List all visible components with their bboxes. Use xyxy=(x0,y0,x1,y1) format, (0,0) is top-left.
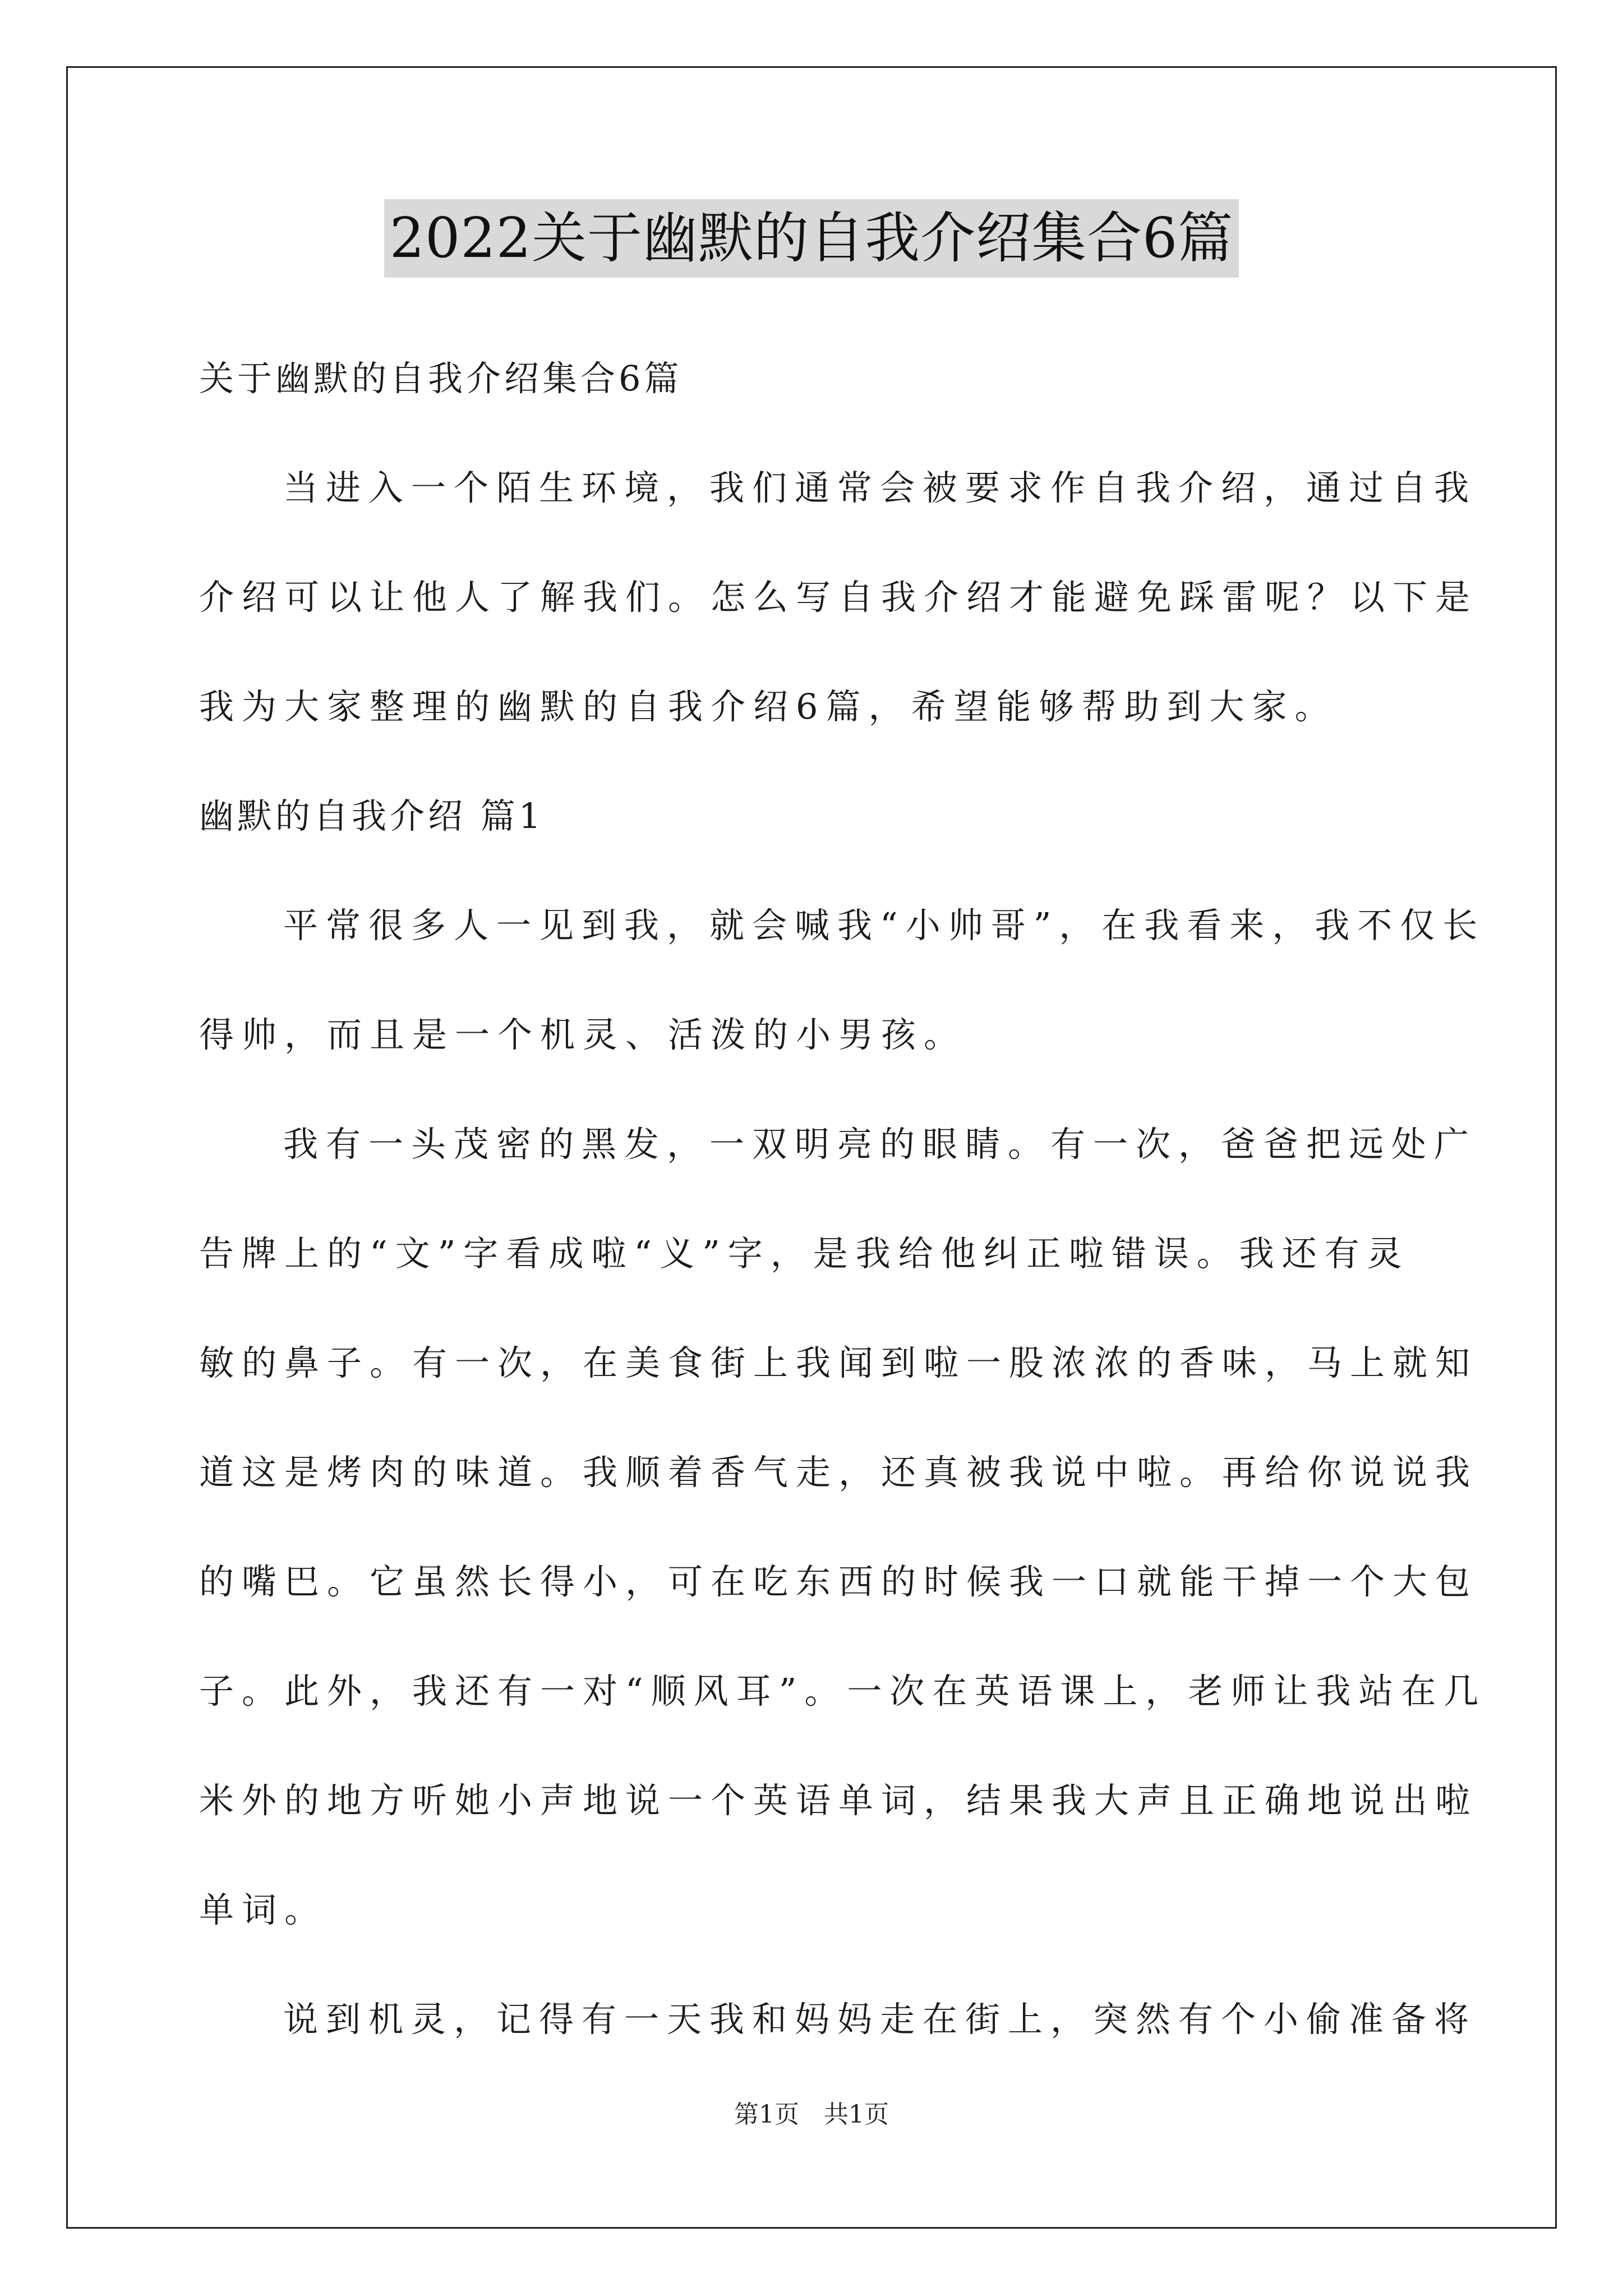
paragraph-line: 子。此外，我还有一对“顺风耳”。一次在英语课上，老师让我站在几 xyxy=(199,1671,1487,1711)
page-footer: 第1页 共1页 xyxy=(734,2100,889,2129)
paragraph-line: 介绍可以让他人了解我们。怎么写自我介绍才能避免踩雷呢？以下是 xyxy=(199,577,1478,618)
paragraph-line: 得帅，而且是一个机灵、活泼的小男孩。 xyxy=(199,1014,967,1055)
subtitle-line: 关于幽默的自我介绍集合6篇 xyxy=(199,358,683,399)
paragraph-line: 敏的鼻子。有一次，在美食街上我闻到啦一股浓浓的香味，马上就知 xyxy=(199,1342,1478,1383)
title-container xyxy=(0,199,1623,278)
paragraph-line: 单词。 xyxy=(199,1889,328,1930)
document-title: 2022关于幽默的自我介绍集合6篇 xyxy=(384,199,1239,278)
paragraph-line: 我为大家整理的幽默的自我介绍6篇，希望能够帮助到大家。 xyxy=(199,686,1338,727)
section-heading: 幽默的自我介绍 篇1 xyxy=(199,795,545,836)
paragraph-line: 我有一头茂密的黑发，一双明亮的眼睛。有一次，爸爸把远处广 xyxy=(283,1124,1477,1165)
paragraph-line: 平常很多人一见到我，就会喊我“小帅哥”，在我看来，我不仅长 xyxy=(283,905,1486,946)
paragraph-line: 道这是烤肉的味道。我顺着香气走，还真被我说中啦。再给你说说我 xyxy=(199,1452,1478,1493)
paragraph-line: 的嘴巴。它虽然长得小，可在吃东西的时候我一口就能干掉一个大包 xyxy=(199,1561,1478,1602)
paragraph-line: 米外的地方听她小声地说一个英语单词，结果我大声且正确地说出啦 xyxy=(199,1780,1478,1821)
paragraph-line: 当进入一个陌生环境，我们通常会被要求作自我介绍，通过自我 xyxy=(283,467,1477,508)
paragraph-line: 说到机灵，记得有一天我和妈妈走在街上，突然有个小偷准备将 xyxy=(283,1999,1477,2040)
paragraph-line: 告牌上的“文”字看成啦“义”字，是我给他纠正啦错误。我还有灵 xyxy=(199,1233,1410,1274)
